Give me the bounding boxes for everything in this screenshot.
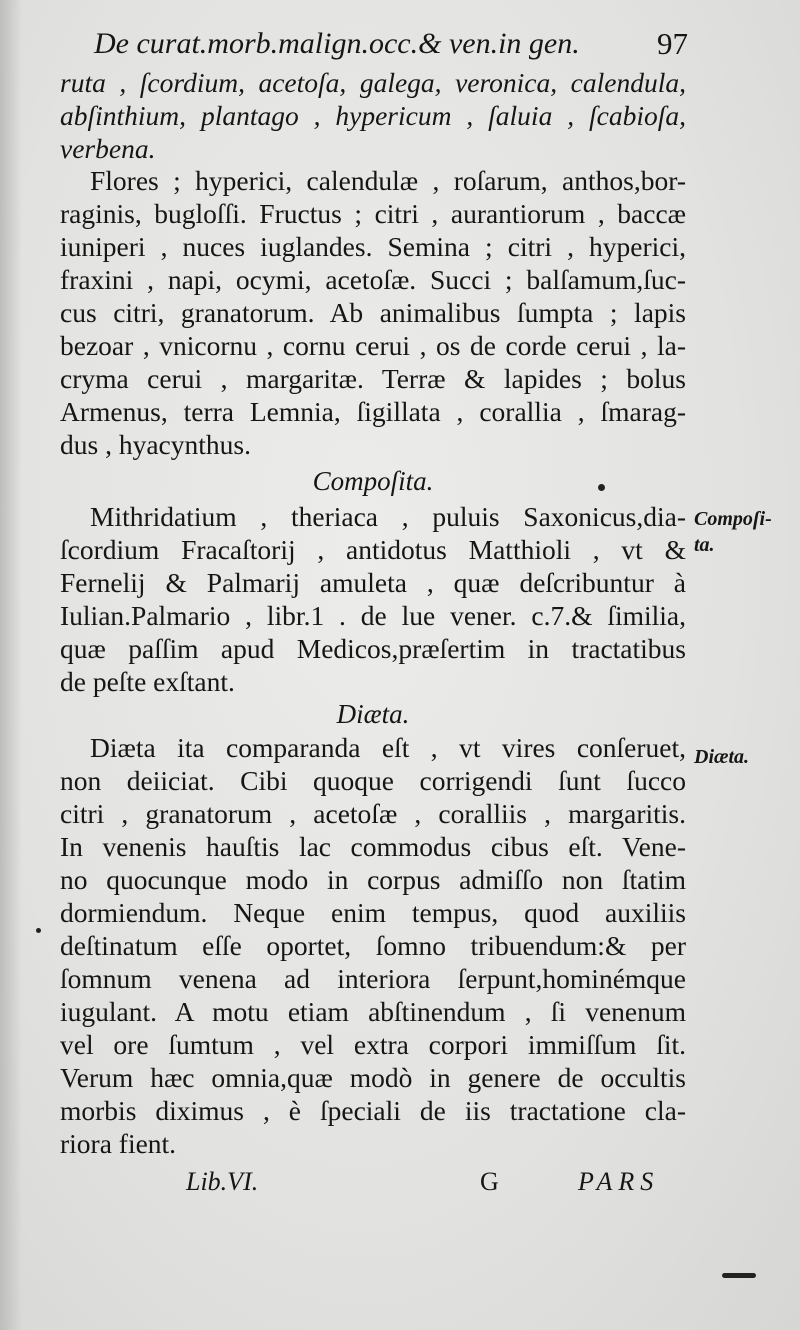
text-line: Iulian.Palmario , libr.1 . de lue vener. c.7.& ſimilia, [60,600,686,631]
text-line: quæ paſſim apud Medicos,præſertim in tractatibus [60,633,686,664]
text-line: riora fient. [60,1128,177,1159]
margin-note-composita [694,506,794,558]
margin-note-line: ta. [694,534,715,556]
text-line: Diæta ita comparanda eſt , vt vires conſeruet, [90,732,686,763]
signature-mark: Lib.VI. [186,1167,259,1196]
text-line: raginis, bugloſſi. Fructus ; citri , aurantiorum , baccæ [60,198,686,229]
text-line: iuniperi , nuces iuglandes. Semina ; citri , hyperici, [60,231,686,262]
text-line: iugulant. A motu etiam abſtinendum , ſi venenum [60,996,686,1027]
paragraph-diaeta [60,731,686,1160]
text-line: no quocunque modo in corpus admiſſo non ſtatim [60,864,686,895]
paragraph-flores [60,164,686,461]
page-edge-shadow [0,0,22,1330]
ink-smudge [722,1273,756,1278]
text-line: ſcordium Fracaſtorij , antidotus Matthioli , vt & [60,534,686,565]
text-line: In venenis hauſtis lac commodus cibus eſt. Vene- [60,831,686,862]
paragraph-composita [60,500,686,698]
text-line: de peſte exſtant. [60,666,235,697]
page-header [94,22,688,66]
running-title: De curat.morb.malign.occ.& ven.in gen. [94,27,580,60]
page-number: 97 [657,26,688,61]
section-heading-diaeta: Diæta. [336,699,410,729]
gathering-letter: G [480,1167,499,1196]
text-line: ſomnum venena ad interiora ſerpunt,hominémque [60,963,686,994]
text-line: Verum hæc omnia,quæ modò in genere de occultis [60,1062,686,1093]
text-line: ruta , ſcordium, acetoſa, galega, veronica, calendula, [60,67,686,98]
text-line: non deiiciat. Cibi quoque corrigendi ſunt ſucco [60,765,686,796]
ink-speck [36,928,41,933]
text-line: cryma cerui , margaritæ. Terræ & lapides ; bolus [60,363,686,394]
text-line: Mithridatium , theriaca , puluis Saxonicus,dia- [90,501,686,532]
text-line: citri , granatorum , acetoſæ , coralliis , margaritis. [60,798,686,829]
text-line: abſinthium, plantago , hypericum , ſaluia , ſcabioſa, [60,100,686,131]
text-line: dus , hyacynthus. [60,429,251,460]
text-line: deſtinatum eſſe oportet, ſomno tribuendum:& per [60,930,686,961]
text-line: Armenus, terra Lemnia, ſigillata , corallia , ſmarag- [60,396,686,427]
text-line: verbena. [60,133,156,164]
text-line: dormiendum. Neque enim tempus, quod auxiliis [60,897,686,928]
catchword: PARS [578,1167,660,1196]
paragraph-herbs [60,66,686,165]
text-line: cus citri, granatorum. Ab animalibus ſumpta ; lapis [60,297,686,328]
text-line: Flores ; hyperici, calendulæ , roſarum, anthos,bor- [90,165,686,196]
text-line: fraxini , napi, ocymi, acetoſæ. Succi ; balſamum,ſuc- [60,264,686,295]
section-heading-composita: Compoſita. [312,466,434,496]
text-line: Fernelij & Palmarij amuleta , quæ deſcribuntur à [60,567,686,598]
margin-note-diaeta: Diæta. [694,746,749,768]
text-line: morbis diximus , è ſpeciali de iis tractatione cla- [60,1095,686,1126]
ink-speck [598,484,605,491]
text-line: vel ore ſumtum , vel extra corpori immiſſum ſit. [60,1029,686,1060]
text-line: bezoar , vnicornu , cornu cerui , os de corde cerui , la- [60,330,686,361]
margin-note-line: Compoſi- [694,508,772,530]
